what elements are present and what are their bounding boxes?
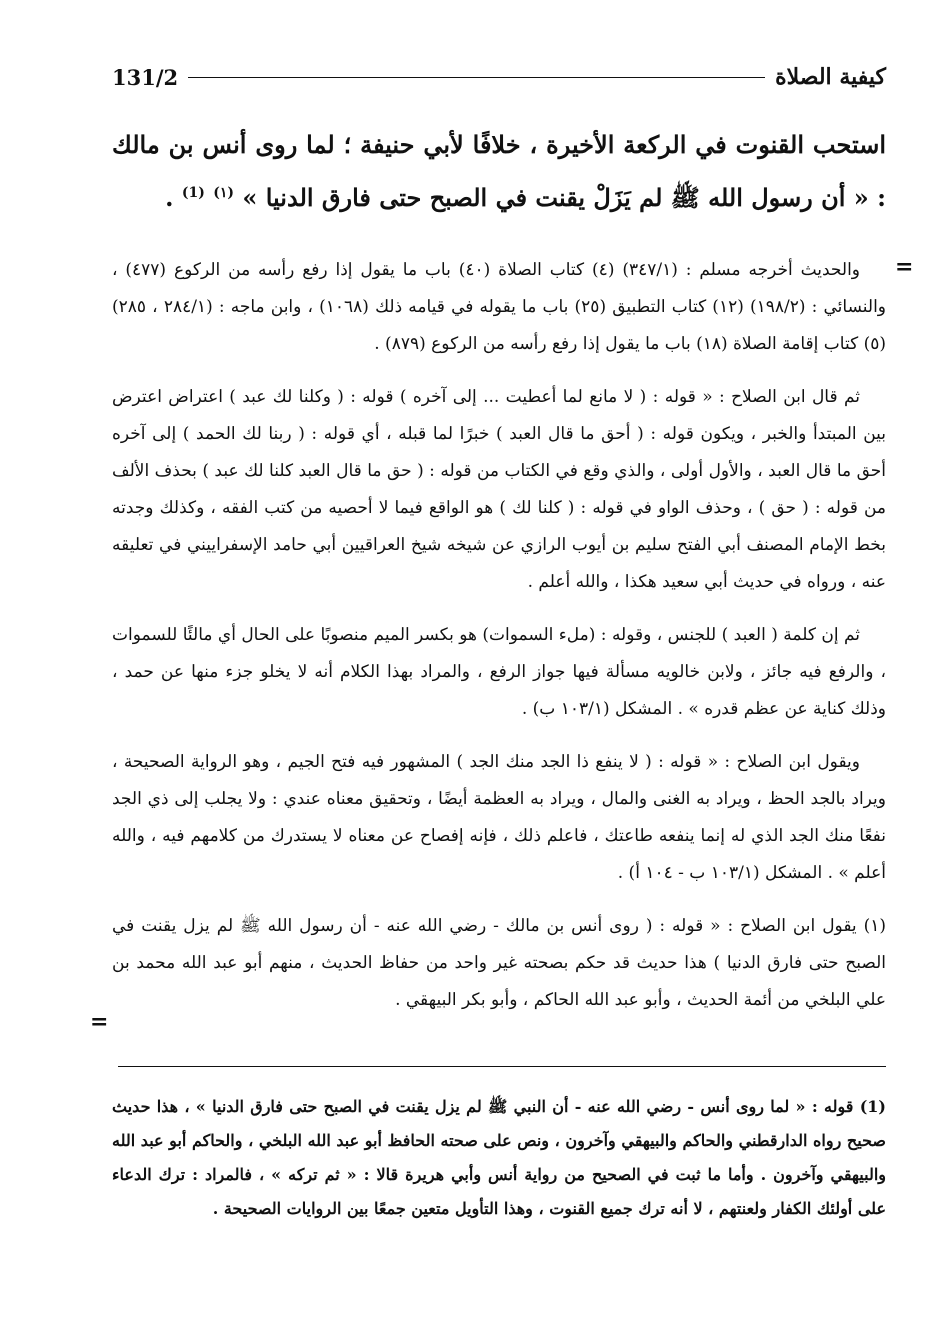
footnote-text: (1) قوله : « لما روى أنس - رضي الله عنه - أن النبي ﷺ لم يزل يقنت في الصبح حتى فارق الدنيا » ، هذا حديث صحيح رواه الدارقطني والحاكم والبيهقي وآخرون ، ونص على صحته الحافظ أبو عبد الله البلخي ، والحاكم أبو عبد الله والبيهقي وآخرون . وأما ما ثبت في الصحيح من رواية أنس وأبي هريرة قالا : « ثم تركه » ، فالمراد : ترك الدعاء على أولئك الكفار ولعنتهم ، لا أنه ترك جميع القنوت ، وهذا التأويل متعين جمعًا بين الروايات الصحيحة . [112,1097,886,1218]
commentary-paragraph-4: ويقول ابن الصلاح : « قوله : ( لا ينفع ذا الجد منك الجد ) المشهور فيه فتح الجيم ، وهو الرواية الصحيحة ، ويراد بالجد الحظ ، ويراد به الغنى والمال ، ويراد به العظمة أيضًا ، وتحقيق معناه عندي : ولا يجلب إلى ذي الجد نفعًا منك الجد الذي له إنما ينفعه طاعتك ، فاعلم ذلك ، فإنه إفصاح عن معناه لا يستدرك من كلامهم فيه ، والله أعلم » . المشكل (١٠٣/١ ب - ١٠٤ أ) . [106,752,886,883]
continuation-mark-end: = [90,1009,109,1035]
commentary-section [106,252,886,1035]
commentary-paragraph-3: ثم إن كلمة ( العبد ) للجنس ، وقوله : (ملء السموات) هو بكسر الميم منصوبًا على الحال أي مالئًا للسموات ، والرفع فيه جائز ، ولابن خالويه مسألة فيها جواز الرفع ، والمراد بهذا الكلام أنه لا يخلو جزء منها عن حمد ، وذلك كناية عن عظم قدره » . المشكل (١٠٣/١ ب) . [106,625,886,719]
commentary-paragraph-2: ثم قال ابن الصلاح : « قوله : ( لا مانع لما أعطيت ... إلى آخره ) قوله : ( وكلنا لك عبد ) اعتراض اعترض بين المبتدأ والخبر ، ويكون قوله : ( أحق ما قال العبد ) خبرًا لما قبله ، أي قوله : ( ربنا لك الحمد ) إلى آخره أحق ما قال العبد ، والأول أولى ، والذي وقع في الكتاب من قوله : ( حق ما قال العبد كلنا لك عبد ) بحذف الألف من قوله : ( حق ) ، وحذف الواو في قوله : ( كلنا لك ) هو الواقع فيما لا أحصيه من كتب الفقه ، وكذلك وجدته بخط الإمام المصنف أبي الفتح سليم بن أيوب الرازي عن شيخه شيخ العراقيين أبي حامد الإسفراييني في تعليقه عنه ، ورواه في حديث أبي سعيد هكذا ، والله أعلم . [106,387,886,592]
commentary-paragraph-1: والحديث أخرجه مسلم : (٣٤٧/١) (٤) كتاب الصلاة (٤٠) باب ما يقول إذا رفع رأسه من الركوع (٤٧٧) ، والنسائي : (١٩٨/٢) (١٢) كتاب التطبيق (٢٥) باب ما يقوله في قيامه ذلك (١٠٦٨) ، وابن ماجه : (٢٨٤/١ ، ٢٨٥) (٥) كتاب إقامة الصلاة (١٨) باب ما يقول إذا رفع رأسه من الركوع (٨٧٩) . [106,260,886,354]
running-title: كيفية الصلاة [775,64,886,90]
header-rule [188,77,765,78]
page-header [112,60,886,94]
main-text [112,118,886,224]
commentary-paragraph-5: (١) يقول ابن الصلاح : « قوله : ( روى أنس بن مالك - رضي الله عنه - أن رسول الله ﷺ لم يزل يقنت في الصبح حتى فارق الدنيا ) هذا حديث قد حكم بصحته غير واحد من حفاظ الحديث ، منهم أبو عبد الله محمد بن علي البلخي من أئمة الحديث ، وأبو عبد الله الحاكم ، وأبو بكر البيهقي . [106,916,886,1010]
footnote-section [112,1090,886,1226]
main-text-end: . [165,183,174,212]
footnote-ref-arabic: (١) [213,185,235,201]
main-text-body: استحب القنوت في الركعة الأخيرة ، خلافًا لأبي حنيفة ؛ لما روى أنس بن مالك : « أن رسول الله ﷺ لم يَزَلْ يقنت في الصبح حتى فارق الدنيا » [112,130,886,212]
footnote-ref-latin: (1) [181,185,205,201]
footnote-separator [118,1066,886,1067]
continuation-mark-start: = [895,254,914,280]
page-number: 131/2 [112,64,179,90]
